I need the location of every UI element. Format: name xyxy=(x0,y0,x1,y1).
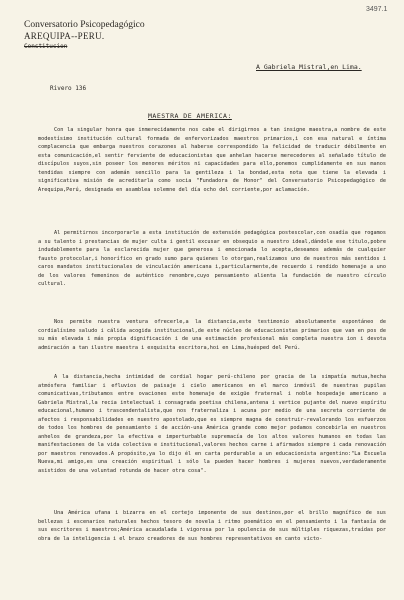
letterhead-struck-text: Constitucion xyxy=(24,43,68,50)
paragraph-text: Una América ufana i bizarra en el cortejo imponente de sus destinos,por el brillo magnífico de sus bellezas i escenarios naturales hechos tesoro de novela i ritmo poemático en el pensamiento i la fantasía de sus escritores i maestros;América acaudalada i vigorosa por la opulencia de sus múltiples riquezas,traídas por obra de la inteligencia i el brazo creadores de sus hombres representativos en canto victo- xyxy=(38,510,386,542)
paragraph-text: Nos permite nuestra ventura ofrecerle,a la distancia,este testimonio absolutamente espontáneo de cordialísimo saludo i cálida acogida institucional,de este núcleo de educacionistas primarios que van en pos de su más elevada i más propia dignificación i de una estimación profesional más completa nuestra ion i devota admiración a tan ilustre maestra i exquisita escritora,hoi en Lima,huésped del Perú. xyxy=(38,319,386,351)
letterhead-title: Conversatorio Psicopedagógico xyxy=(24,20,145,30)
letterhead-city: AREQUIPA--PERU. xyxy=(24,31,105,41)
letterhead xyxy=(24,20,145,51)
addressee-line: A Gabriela Mistral,en Lima. xyxy=(256,63,362,71)
body-paragraph-5 xyxy=(38,509,386,543)
salutation-heading: MAESTRA DE AMERICA: xyxy=(148,112,232,120)
reference-number: Rivero 136 xyxy=(50,85,87,92)
paragraph-text: A la distancia,hecha intimidad de cordial hogar perú-chileno por gracia de la simpatía mutua,hecha atmósfera familiar i efluvios de paisaje i cielo americanos en el marco inmóvil de nuestras pupilas comunicativas,tributamos entre ovaciones este homenaje de exigüe fraternal i noble hospedaje americano a Gabriela Mistral,la recia intelectual i consagrada poetisa chilena,antena i vertice pujante del nuevo espíritu educacional,humano i trascendentalista,que nos fraternaliza i acuna por medio de una secreta corriente de afectos i responsabilidades en nuestro apostolado,que es siempre magna de construir-revalorando los esfuerzos de todos los hombres de pensamiento i de acción-una América grande como mejor podamos concebirla en nuestros anhelos de grandeza,por la efectiva e imperturbable supremacía de los altos valores humanos en todas las manifestaciones de la vida colectiva e institucional,valores hechos carne i afirmados siempre i cada renovación por maestros renovados.A propósito,ya lo dijo él en carta perdurable a un educacionista argentino:"La Escuela Nueva,mi amigo,es una creación espiritual i sólo la pueden hacer hombres i mujeres nuevos,verdaderamente asistidos de una voluntad rotunda de hacer otra cosa". xyxy=(38,374,386,474)
archive-stamp: 3497.1 xyxy=(366,6,388,13)
body-paragraph-2 xyxy=(38,229,386,289)
paragraph-text: Con la singular honra que inmerecidamente nos cabe el dirigirnos a tan insigne maestra,a nombre de este modestísimo institución cultural formada de enfervorizados maestros primarios,i con esa natural e íntima complacencia que embarga nuestros corazones al haberse correspondido la felicidad de traducir débilmente en esta comunicación,el sentir ferviente de educacionistas que anhelan hacerse merecedores al señalado título de discípulos suyos,sin poseer los menores méritos ni capacidades para ello,ponemos cumplidamente en sus manos tendidas siempre con ademán sencillo para la gentileza i la bondad,esta nota que tiene la elevada i significativa misión de acreditarla como socia "Fundadora de Honor" del Conversatorio Psicopedagógico de Arequipa,Perú, designada en asamblea solemne del día ocho del corriente,por aclamación. xyxy=(38,127,386,193)
body-paragraph-4 xyxy=(38,373,386,475)
paragraph-text: Al permitirnos incorporarle a esta institución de extensión pedagógica postescolar,con osadía que rogamos a su talento i prestancias de mujer culta i gentil excusar en obsequio a nuestro ideal,dándole ese título,pobre indudablemente para la esclarecida mujer que generosa i emocionada lo acepta,deseamos además de cualquier fausto protocolar,i honorífico en grado sumo para quienes lo otorgan,realizamos uno de nuestros más sentidos i caros mandatos institucionales de vinculación americana i,particularmente,de recuerdo i rendido homenaje a uno de los valores femeninos de auténtico renombre,cuyo pensamiento alienta la fundación de nuestro círculo cultural. xyxy=(38,230,386,287)
body-paragraph-3 xyxy=(38,318,386,352)
body-paragraph-1 xyxy=(38,126,386,194)
